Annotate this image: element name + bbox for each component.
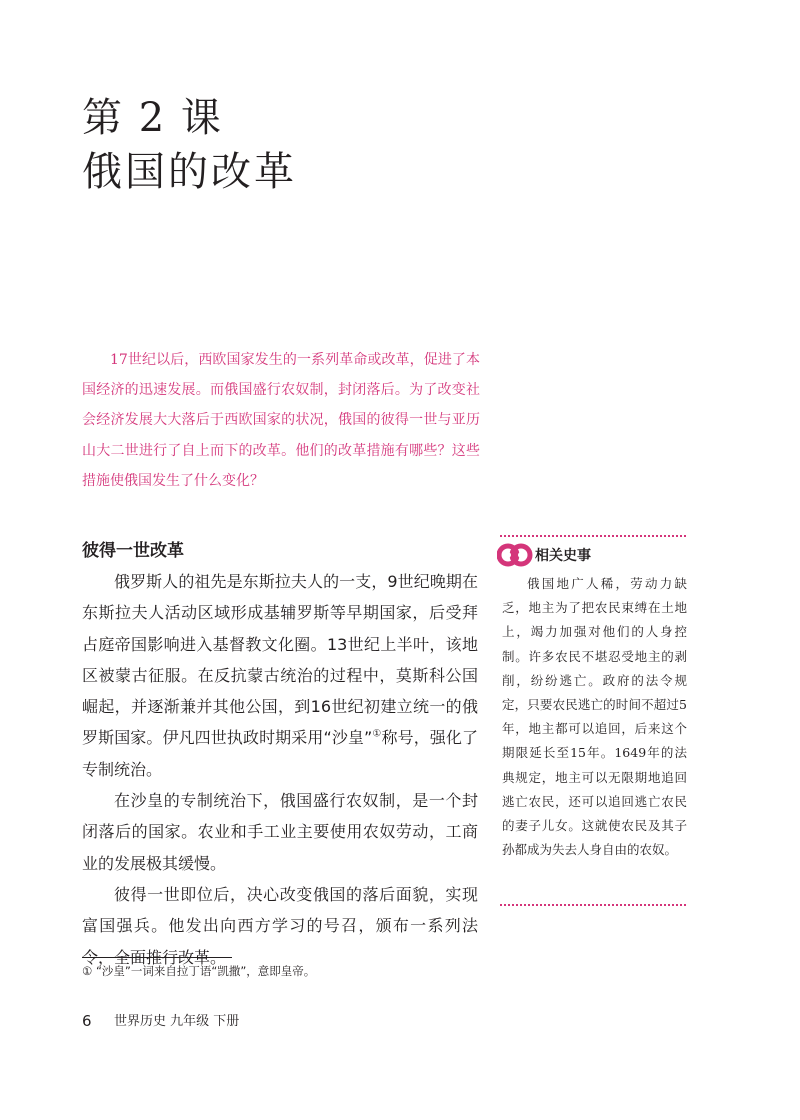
page-number: 6 xyxy=(82,1012,92,1030)
body-paragraph-2: 在沙皇的专制统治下，俄国盛行农奴制，是一个封闭落后的国家。农业和手工业主要使用农奴劳动，工商业的发展极其缓慢。 xyxy=(82,791,478,873)
body-paragraph-1-text: 俄罗斯人的祖先是东斯拉夫人的一支，9世纪晚期在东斯拉夫人活动区域形成基辅罗斯等早期国家，后受拜占庭帝国影响进入基督教文化圈。13世纪上半叶，该地区被蒙古征服。在反抗蒙古统治的过程中，莫斯科公国崛起，并逐渐兼并其他公国，到16世纪初建立统一的俄罗斯国家。伊凡四世执政时期采用“沙皇” xyxy=(82,572,478,748)
body-paragraph-1-continued: 称号，强化了专制统治。 xyxy=(82,728,478,779)
sidebar-heading: 相关史事 xyxy=(535,548,591,564)
sidebar-text: 俄国地广人稀，劳动力缺乏，地主为了把农民束缚在土地上，竭力加强对他们的人身控制。许多农民不堪忍受地主的剥削，纷纷逃亡。政府的法令规定，只要农民逃亡的时间不超过5年，地主都可以追回，后来这个期限延长至15年。1649年的法典规定，地主可以无限期地追回逃亡农民，还可以追回逃亡农民的妻子儿女。这就使农民及其子孙都成为失去人身自由的农奴。 xyxy=(502,576,687,858)
lesson-title: 俄国的改革 xyxy=(82,149,297,195)
lesson-number: 第 2 课 xyxy=(82,95,223,141)
related-history-icon xyxy=(497,540,533,570)
intro-paragraph: 17世纪以后，西欧国家发生的一系列革命或改革，促进了本国经济的迅速发展。而俄国盛行农奴制，封闭落后。为了改变社会经济发展大大落后于西欧国家的状况，俄国的彼得一世与亚历山大二世进行了自上而下的改革。他们的改革措施有哪些？这些措施使俄国发生了什么变化？ xyxy=(82,352,480,489)
body-paragraph-3: 彼得一世即位后，决心改变俄国的落后面貌，实现富国强兵。他发出向西方学习的号召，颁布一系列法令，全面推行改革。 xyxy=(82,884,478,967)
section-heading: 彼得一世改革 xyxy=(82,541,184,561)
book-title: 世界历史 九年级 下册 xyxy=(114,1014,240,1029)
footnote-divider xyxy=(82,957,232,958)
sidebar-top-divider xyxy=(500,535,686,537)
body-paragraph-1 xyxy=(82,566,478,785)
footnote: ① “沙皇”一词来自拉丁语“凯撒”，意即皇帝。 xyxy=(82,964,316,978)
footnote-reference[interactable]: ① xyxy=(372,729,382,741)
sidebar-bottom-divider xyxy=(500,904,686,906)
main-text xyxy=(82,566,478,973)
